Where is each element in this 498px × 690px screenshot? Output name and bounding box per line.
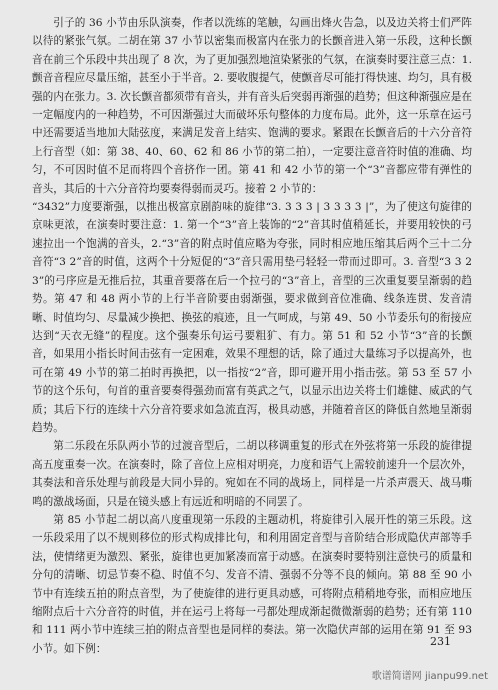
paragraph-3: 第二乐段在乐队两小节的过渡音型后，二胡以移调重复的形式在外弦将第一乐段的旋律提高五度重奏一次。在演奏时，除了音位上应相对明亮，力度和语气上需较前速升一个层次外，其奏法和音乐处理与前段是大同小异的。宛如在不同的战场上，同样是一片杀声震天、战马嘶鸣的激战场面，只是在镜头感上有远近和明暗的不同罢了。 — [32, 440, 472, 508]
paragraph-2: “3432”力度要渐强，以推出极富京剧韵味的旋律“3. 3 3 3 | 3 3 3 3 |”，为了使这句旋律的京味更浓，在演奏时要注意：1. 第一个“3”音上装饰的“2”音其时值稍延长，并要用较快的弓速拉出一个饱满的音头，2.“3”音的附点时值应略为夸张，同时相应地压缩其后两个三十二分音符“3 2”音的时值，这两个十分短促的“3”音只需用垫弓轻轻一带而过即可。3. 音型“3 3 2 3”的弓序应是无推后拉，其重音要落在后一个拉弓的“3”音上，音型的三次重复要呈渐弱的趋势。第 47 和 48 两小节的上行半音阶要由弱渐强，要求做到音位准确、线条连贯、发音清晰、时值均匀、尽量减少换把、换弦的痕迹，且一气呵成，与第 49、50 小节委乐句的衔接应达到“天衣无缝”的程度。这个强奏乐句运弓要粗犷、有力。第 51 和 52 小节“3”音的长颤音，如果用小指长时间击弦有一定困难，效果不理想的话，除了通过大量练习予以提高外，也可在第 49 小节的第二拍时再换把，以一指按“2”音，即可避开用小指击弦。第 53 至 57 小节的这个乐句，句首的重音要奏得强劲而富有英武之气，以显示出边关将士们雄健、威武的气质；其后下行的连续十六分音符要求如急流直泻，极具动感，并随着音区的降低自然地呈渐弱趋势。 — [32, 201, 472, 434]
page-number: 231 — [430, 635, 451, 648]
paragraph-4: 第 85 小节起二胡以高八度重现第一乐段的主题动机，将旋律引入展开性的第三乐段。这一乐段采用了以不规则移位的形式构成排比句，和利用固定音型与音阶结合形成隐伏声部等手法，使情绪更为激烈、紧张，旋律也更加紧凑而富于动感。在演奏时要特别注意快弓的质量和分句的清晰、切忌节奏不稳、时值不匀、发音不清、强弱不分等不良的倾向。第 88 至 90 小节中有连续五拍的附点音型，为了使旋律的进行更具动感，可将附点稍稍地夸张，而相应地压缩附点后十六分音符的时值，并在运弓上将每一弓都处理成渐起微微渐弱的趋势；还有第 110 和 111 两小节中连续三拍的附点音型也是同样的奏法。第一次隐伏声部的运用在第 91 至 93 小节。如下例： — [32, 513, 472, 655]
site-watermark[interactable]: 歌谱简谱网 jianpu99.net — [371, 671, 488, 682]
paragraph-1: 引子的 36 小节由乐队演奏，作者以洗练的笔触，勾画出烽火告急，以及边关将士们严阵以待的紧张气氛。二胡在第 37 小节以密集而极富内在张力的长颤音进入第一乐段，这种长颤音在前三个乐段中共出现了 8 次，为了更加强烈地渲染紧张的气氛，在演奏时要注意三点：1. 颤音音程应尽量压缩，甚至小于半音。2. 要收腹提气，使颤音尽可能打得快速、均匀，具有极强的内在张力。3. 次长颤音都须带有音头，并有音头后突弱再渐强的趋势；但这种渐强应是在一定幅度内的一种趋势，不可因渐强过大而破坏乐句整体的力度布局。此外，这一乐章在运弓中还需要适当地加大陆弦度，来满足发音上结实、饱满的要求。紧跟在长颤音后的十六分音符上行音型（如：第 38、40、60、62 和 86 小节的第二拍），一定要注意音符时值的准确、均匀，不可因时值不足而将四个音挤作一团。第 41 和 42 小节的第一个“3”音都应带有弹性的音头，其后的十六分音符均要奏得弱而灵巧。接着 2 小节的： — [32, 17, 472, 195]
body-text — [32, 14, 472, 658]
